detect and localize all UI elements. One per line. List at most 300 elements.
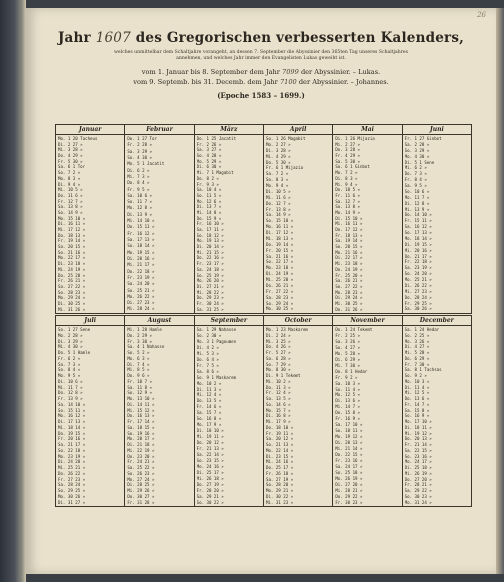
day-row: Mi. 17 12 »: [58, 227, 86, 232]
day-row: Di. 4 27 »: [404, 344, 430, 350]
day-row: Mi. 17 9 »: [265, 419, 291, 424]
day-row: Di. 1 26 Mijazia: [335, 136, 375, 141]
day-row: So. 4 27 »: [335, 344, 360, 350]
month-column: [56, 316, 125, 506]
day-row: Di. 3 28 »: [265, 147, 291, 153]
day-row: Do. 17 12 »: [335, 227, 363, 232]
day-row: Sa. 29 22 »: [404, 488, 432, 493]
handwritten-year: 1607: [95, 30, 131, 46]
epoch-label: (Epoche 1583 – 1699.): [217, 91, 305, 100]
day-row: So. 22 17 »: [265, 259, 294, 265]
month-column: [195, 125, 264, 313]
day-row: Di. 5 1 Sene: [404, 159, 435, 165]
day-row: Di. 30 25 »: [58, 300, 86, 306]
day-row: Di. 23 18 »: [58, 261, 86, 267]
day-row: Di. 13 6 »: [335, 398, 360, 404]
day-row: Mo. 3 26 »: [404, 338, 430, 344]
day-row: Do. 3 28 »: [335, 147, 360, 153]
day-row: Fr. 23 19 »: [127, 274, 155, 280]
day-row: Fr. 5 30 »: [58, 158, 83, 164]
intro-line-1: welches unmittelbar dem Schaltjahre vorangeht, an dessen 7. September die Abyssinier den 365ten Tag unseres Schaltjahres: [114, 50, 408, 55]
day-row: Do. 28 24 »: [404, 294, 432, 300]
day-row: Fr. 27 23 »: [58, 476, 86, 482]
day-row: Mi. 27 23 »: [404, 288, 432, 294]
day-row: Mo. 8 3 »: [58, 175, 81, 181]
day-row: Do. 1 27 Tor: [127, 136, 157, 141]
month-name: December: [403, 316, 471, 326]
day-row: Do. 15 8 »: [335, 410, 360, 416]
day-row: Mo. 10 2 »: [196, 380, 222, 386]
day-row: Sa. 18 15 »: [127, 424, 155, 430]
day-row: So. 7 2 »: [58, 170, 81, 176]
day-row: Mo. 27 24 »: [127, 476, 155, 482]
day-row: Mo. 19 12 »: [335, 434, 363, 440]
day-row: Mo. 9 4 »: [265, 183, 289, 188]
day-row: Di. 9 1 Tekemt: [265, 373, 301, 378]
day-row: Mo. 30 25 »: [265, 306, 294, 312]
day-row: Fr. 18 13 »: [335, 232, 363, 238]
day-row: Mo. 5 1 Jacatit: [127, 161, 165, 167]
day-row: Do. 22 16 »: [196, 255, 224, 261]
month-name: October: [264, 316, 332, 326]
day-row: So. 20 15 »: [335, 244, 363, 250]
day-row: So. 11 7 »: [127, 199, 152, 205]
day-row: So. 24 20 »: [404, 271, 432, 277]
month-name: Juli: [56, 316, 124, 326]
book-spine: [0, 0, 26, 582]
day-row: Sa. 6 28 »: [265, 355, 291, 361]
day-row: Sa. 26 21 »: [335, 278, 363, 284]
day-row: Mo. 7 2 »: [335, 170, 358, 176]
day-row: Do. 12 8 »: [58, 390, 83, 396]
day-row: Mo. 12 5 »: [335, 392, 360, 398]
day-row: Fr. 15 11 »: [404, 218, 432, 224]
month-name: November: [333, 316, 401, 326]
day-row: Do. 1 24 Tekemt: [335, 327, 373, 332]
day-row: Sa. 17 10 »: [335, 422, 363, 428]
day-row: Mi. 4 29 »: [265, 153, 291, 159]
page-title: [26, 30, 496, 46]
day-row: So. 15 10 »: [265, 218, 294, 224]
month-column: [403, 125, 471, 313]
calendar-second-half: [55, 315, 472, 507]
day-row: Mo. 31 24 »: [404, 499, 432, 505]
day-row: Mi. 21 15 »: [196, 249, 224, 255]
day-row: So. 28 20 »: [265, 482, 294, 488]
month-column: [125, 125, 194, 313]
day-row: Do. 25 17 »: [265, 465, 294, 470]
day-row: Sa. 14 9 »: [265, 212, 291, 218]
day-row: Mi. 18 13 »: [265, 235, 294, 241]
day-row: Mi. 5 28 »: [404, 350, 430, 355]
month-name: August: [125, 316, 193, 326]
day-row: So. 25 18 »: [335, 469, 363, 475]
day-row: Mi. 19 12 »: [404, 430, 432, 436]
day-row: Mo. 5 29 »: [196, 158, 222, 164]
day-row: Mi. 18 14 »: [58, 424, 86, 430]
day-row: Do. 21 17 »: [404, 253, 432, 259]
day-row: So. 3 29 »: [404, 147, 430, 153]
day-row: So. 30 22 »: [196, 499, 224, 505]
day-list: [56, 326, 124, 506]
day-row: Fr. 19 14 »: [58, 238, 86, 244]
day-row: Fr. 20 15 »: [265, 247, 294, 253]
day-row: Do. 15 9 »: [196, 215, 222, 221]
day-row: Fr. 29 25 »: [404, 300, 432, 306]
day-row: So. 16 8 »: [196, 416, 222, 422]
day-row: Mi. 2 27 »: [335, 141, 360, 147]
day-row: Mi. 19 11 »: [196, 434, 224, 440]
range-line-2: [46, 78, 476, 86]
day-row: Mi. 12 5 »: [404, 390, 430, 396]
day-row: So. 4 30 »: [127, 154, 152, 160]
day-row: Mi. 21 17 »: [127, 262, 155, 268]
day-row: Di. 3 29 »: [58, 338, 83, 344]
day-row: Fr. 24 21 »: [127, 459, 155, 465]
day-row: So. 17 13 »: [404, 230, 432, 235]
day-row: Do. 16 13 »: [127, 413, 155, 419]
handwritten-year-2: 7100: [279, 78, 297, 86]
day-row: Do. 31 26 »: [335, 306, 363, 312]
day-row: Di. 7 4 »: [127, 361, 150, 367]
day-row: So. 19 16 »: [127, 430, 155, 436]
day-row: Fr. 7 5 »: [196, 362, 219, 368]
day-row: Di. 24 20 »: [58, 459, 86, 465]
day-row: Do. 11 6 »: [58, 192, 83, 198]
day-row: Mo. 24 17 »: [404, 459, 432, 465]
day-row: Di. 10 6 »: [58, 378, 83, 384]
day-row: So. 29 24 »: [265, 300, 294, 306]
day-row: So. 30 23 »: [404, 493, 432, 499]
month-column: [264, 316, 333, 506]
day-row: Do. 6 4 »: [196, 356, 219, 362]
day-row: Mo. 1 20 Tacheus: [58, 136, 98, 141]
day-row: Mi. 11 6 »: [265, 194, 291, 200]
day-row: Mi. 10 5 »: [58, 187, 83, 193]
day-row: Do. 12 7 »: [265, 200, 291, 206]
day-row: Mo. 10 3 »: [404, 378, 430, 384]
day-row: Fr. 21 14 »: [404, 442, 432, 447]
day-row: Do. 5 1 Hamle: [58, 350, 91, 355]
day-row: Do. 18 13 »: [58, 232, 86, 238]
day-row: Sa. 23 19 »: [404, 265, 432, 271]
day-row: Fr. 28 21 »: [404, 482, 432, 488]
month-column: [333, 125, 402, 313]
range-line-2-end: der Abyssinier. – Johannes.: [298, 78, 389, 86]
day-row: Mi. 26 19 »: [404, 470, 432, 476]
day-row: So. 18 14 »: [127, 243, 155, 249]
day-row: Mo. 21 16 »: [335, 249, 363, 255]
day-row: Mi. 30 25 »: [335, 300, 363, 306]
day-row: So. 21 16 »: [58, 249, 86, 255]
day-row: Di. 9 4 »: [58, 181, 81, 187]
day-row: Do. 2 29 »: [127, 332, 152, 338]
day-row: Mi. 20 16 »: [404, 247, 432, 253]
day-row: Fr. 11 6 »: [335, 192, 360, 198]
day-row: Di. 27 21 »: [196, 283, 224, 289]
month-column: [125, 316, 194, 506]
day-row: So. 10 6 »: [404, 188, 430, 194]
day-list: [403, 135, 471, 313]
day-row: So. 8 4 »: [58, 367, 81, 373]
day-row: Mi. 26 18 »: [196, 475, 224, 481]
day-row: Mi. 1 28 Hamle: [127, 327, 162, 332]
day-row: Mi. 3 28 »: [58, 147, 83, 153]
day-row: So. 23 15 »: [196, 457, 224, 463]
day-row: Do. 27 20 »: [404, 476, 432, 482]
day-row: Fr. 31 28 »: [127, 499, 155, 505]
day-row: Di. 17 13 »: [58, 419, 86, 424]
day-row: Sa. 20 12 »: [265, 436, 294, 442]
day-row: Fr. 2 28 »: [127, 142, 152, 148]
day-row: Do. 25 20 »: [58, 272, 86, 278]
day-row: Mi. 24 16 »: [265, 459, 294, 465]
day-row: Di. 27 23 »: [127, 300, 155, 306]
month-column: [333, 316, 402, 506]
day-row: Sa. 11 8 »: [127, 384, 152, 390]
day-row: Mo. 24 16 »: [196, 463, 224, 469]
day-list: [333, 326, 401, 506]
day-row: Mo. 23 18 »: [265, 265, 294, 271]
day-row: Do. 13 6 »: [404, 396, 430, 401]
day-row: Do. 18 10 »: [265, 424, 294, 430]
day-row: Do. 15 11 »: [127, 224, 155, 230]
day-row: Sa. 12 7 »: [335, 198, 360, 204]
day-row: So. 9 2 »: [404, 373, 427, 378]
day-row: Sa. 10 4 »: [196, 187, 222, 193]
day-row: So. 14 6 »: [265, 401, 291, 407]
day-row: Mo. 12 6 »: [196, 198, 222, 204]
day-row: Sa. 8 6 »: [196, 368, 219, 374]
day-row: Mi. 24 19 »: [58, 266, 86, 272]
day-list: [56, 135, 124, 313]
day-row: Mi. 7 3 »: [127, 173, 150, 179]
day-row: Sa. 10 6 »: [127, 192, 152, 198]
day-row: Sa. 15 8 »: [404, 407, 430, 413]
day-row: Di. 29 24 »: [335, 295, 363, 301]
day-row: Mo. 15 10 »: [58, 215, 86, 221]
day-row: Mi. 23 18 »: [335, 261, 363, 267]
day-row: Mi. 6 2 »: [404, 165, 427, 171]
day-list: [125, 326, 193, 506]
day-row: Di. 12 8 »: [404, 200, 430, 206]
calendar-first-half: [55, 124, 472, 314]
day-row: Mo. 28 23 »: [335, 289, 363, 295]
day-row: Sa. 20 15 »: [58, 244, 86, 250]
month-name: Juni: [403, 125, 471, 135]
day-row: Sa. 31 25 »: [196, 306, 224, 312]
day-row: Sa. 19 14 »: [335, 238, 363, 244]
day-row: Mi. 31 23 »: [265, 499, 294, 505]
day-row: Di. 10 5 »: [265, 188, 291, 194]
day-row: So. 6 1 Ginbot: [335, 164, 370, 170]
month-name: Mai: [333, 125, 401, 135]
day-row: Sa. 7 3 »: [58, 361, 81, 367]
day-row: So. 16 9 »: [404, 413, 430, 419]
day-row: Mi. 12 4 »: [196, 392, 222, 398]
day-row: Di. 2 24 »: [265, 332, 291, 338]
day-row: Di. 25 18 »: [404, 465, 432, 470]
range-line-1-end: der Abyssinier. – Lukas.: [300, 68, 381, 76]
day-row: So. 23 16 »: [404, 453, 432, 459]
day-row: Mo. 3 1 Pagoumen: [196, 338, 237, 344]
day-row: So. 8 3 »: [265, 177, 289, 183]
day-row: So. 5 2 »: [127, 350, 150, 355]
day-row: Do. 11 3 »: [265, 384, 291, 390]
day-list: [195, 326, 263, 506]
month-column: [56, 125, 125, 313]
day-row: Di. 13 7 »: [196, 204, 222, 210]
day-row: So. 1 27 Sene: [58, 327, 91, 332]
day-row: Sa. 3 27 »: [196, 147, 222, 153]
month-column: [195, 316, 264, 506]
day-row: Do. 14 10 »: [404, 212, 432, 218]
day-row: Mo. 1 23 Maskarem: [265, 327, 308, 332]
day-row: Mo. 23 19 »: [58, 453, 86, 459]
day-row: Mo. 6 3 »: [127, 355, 150, 361]
day-row: So. 4 28 »: [196, 153, 222, 159]
day-row: Mi. 3 25 »: [265, 338, 291, 344]
day-row: So. 18 11 »: [335, 428, 363, 434]
day-row: Mo. 13 10 »: [127, 396, 155, 401]
day-row: Di. 6 29 »: [335, 356, 360, 362]
day-row: Di. 20 13 »: [335, 440, 363, 446]
day-row: So. 15 11 »: [58, 407, 86, 413]
day-row: Mo. 5 28 »: [335, 350, 360, 356]
day-row: Mo. 14 9 »: [335, 209, 360, 215]
day-row: So. 21 13 »: [265, 442, 294, 447]
day-row: Di. 18 11 »: [404, 424, 432, 430]
day-row: So. 11 4 »: [335, 386, 360, 392]
range-line-1-start: vom 1. Januar bis 8. September dem Jahr: [141, 68, 280, 76]
day-row: Di. 14 11 »: [127, 401, 155, 407]
day-row: Sa. 3 29 »: [127, 148, 152, 154]
day-row: Mo. 16 12 »: [58, 413, 86, 419]
folio-number: 26: [477, 11, 486, 19]
day-row: Mo. 9 5 »: [58, 373, 81, 378]
day-row: Mi. 10 2 »: [265, 378, 291, 384]
day-row: So. 28 23 »: [58, 289, 86, 295]
day-row: Sa. 28 24 »: [58, 482, 86, 488]
day-row: Fr. 13 9 »: [58, 396, 83, 401]
day-row: Di. 13 9 »: [127, 211, 152, 217]
day-row: Fr. 12 4 »: [265, 390, 291, 396]
day-row: Mo. 22 17 »: [58, 255, 86, 261]
day-row: Fr. 27 22 »: [265, 288, 294, 294]
day-row: Do. 6 29 »: [404, 355, 430, 361]
day-row: Sa. 17 11 »: [196, 227, 224, 232]
day-row: Di. 11 4 »: [404, 384, 430, 390]
day-row: Mi. 25 21 »: [58, 465, 86, 470]
day-row: Mi. 7 1 Magabit: [196, 170, 234, 176]
day-row: Fr. 23 16 »: [335, 457, 363, 463]
day-row: Mo. 18 14 »: [404, 235, 432, 241]
day-row: Sa. 27 22 »: [58, 283, 86, 289]
day-row: Fr. 3 30 »: [127, 338, 152, 344]
day-row: Sa. 24 20 »: [127, 281, 155, 287]
day-row: Fr. 30 23 »: [335, 499, 363, 505]
day-row: Fr. 10 7 »: [127, 378, 152, 384]
day-row: So. 13 8 »: [335, 204, 360, 210]
day-row: Sa. 8 1 Tachsas: [404, 367, 442, 373]
day-row: So. 26 23 »: [127, 470, 155, 476]
day-row: Mo. 16 11 »: [265, 224, 294, 230]
day-row: Fr. 9 3 »: [196, 181, 219, 187]
day-row: So. 22 18 »: [58, 447, 86, 453]
day-row: Mi. 25 20 »: [265, 277, 294, 282]
day-row: Do. 30 27 »: [127, 493, 155, 499]
day-row: Mi. 8 5 »: [127, 367, 150, 373]
day-row: So. 2 30 »: [196, 332, 222, 338]
day-row: Fr. 2 25 »: [335, 332, 360, 338]
day-row: Sa. 29 21 »: [196, 493, 224, 499]
day-row: Do. 19 15 »: [58, 430, 86, 436]
day-row: Mi. 31 26 »: [58, 306, 86, 312]
day-row: Do. 7 3 »: [404, 171, 427, 177]
day-row: Fr. 21 13 »: [196, 446, 224, 452]
day-row: So. 25 21 »: [127, 287, 155, 293]
day-row: Fr. 26 21 »: [58, 278, 86, 284]
day-row: So. 18 12 »: [196, 232, 224, 238]
handwritten-year-1: 7099: [282, 68, 299, 76]
day-row: Di. 15 10 »: [335, 215, 363, 221]
day-row: Sa. 7 2 »: [265, 171, 289, 177]
day-row: Fr. 6 2 »: [58, 355, 81, 361]
day-row: Mo. 19 15 »: [127, 249, 155, 255]
day-row: Di. 24 19 »: [265, 271, 294, 277]
day-row: Sa. 1 24 Hedar: [404, 327, 440, 332]
day-row: Mo. 25 21 »: [404, 277, 432, 282]
day-row: Do. 4 26 »: [265, 344, 291, 350]
day-row: Mo. 26 22 »: [127, 293, 155, 299]
month-name: April: [264, 125, 332, 135]
day-row: Fr. 16 10 »: [196, 221, 224, 227]
title-prefix: Jahr: [57, 30, 91, 46]
range-line-1: [46, 68, 476, 76]
month-name: Februar: [125, 125, 193, 135]
day-row: Fr. 16 9 »: [335, 416, 360, 422]
day-row: So. 27 22 »: [335, 283, 363, 289]
day-row: Di. 27 20 »: [335, 481, 363, 487]
day-row: Do. 4 29 »: [58, 153, 83, 159]
day-row: So. 11 5 »: [196, 192, 222, 198]
day-row: Do. 20 12 »: [196, 440, 224, 446]
day-row: Di. 21 18 »: [127, 442, 155, 447]
day-row: Do. 8 4 »: [127, 180, 150, 186]
day-row: Mo. 12 8 »: [127, 205, 152, 211]
day-row: Mo. 29 21 »: [265, 488, 294, 493]
month-name: März: [195, 125, 263, 135]
day-row: Do. 26 22 »: [58, 470, 86, 476]
day-row: Do. 8 1 Hedar: [335, 368, 368, 374]
day-row: Di. 20 14 »: [196, 244, 224, 250]
page-edge: [496, 8, 504, 574]
day-row: Mi. 21 14 »: [335, 446, 363, 452]
day-row: Mi. 16 11 »: [335, 221, 363, 227]
day-row: Di. 16 8 »: [265, 413, 291, 419]
day-row: Do. 9 6 »: [127, 373, 150, 378]
range-line-2-start: vom 9. Septemb. bis 31. Decemb. dem Jahr: [133, 78, 278, 86]
day-row: Di. 20 16 »: [127, 255, 155, 261]
day-row: Fr. 6 1 Mijazia: [265, 165, 303, 171]
day-row: Sa. 17 13 »: [127, 237, 155, 242]
day-row: Mi. 15 12 »: [127, 407, 155, 413]
day-row: Fr. 7 30 »: [404, 361, 430, 367]
day-row: Di. 22 17 »: [335, 255, 363, 261]
day-row: Di. 17 12 »: [265, 230, 294, 235]
day-row: Mi. 22 19 »: [127, 447, 155, 453]
day-row: Do. 5 30 »: [265, 159, 291, 165]
